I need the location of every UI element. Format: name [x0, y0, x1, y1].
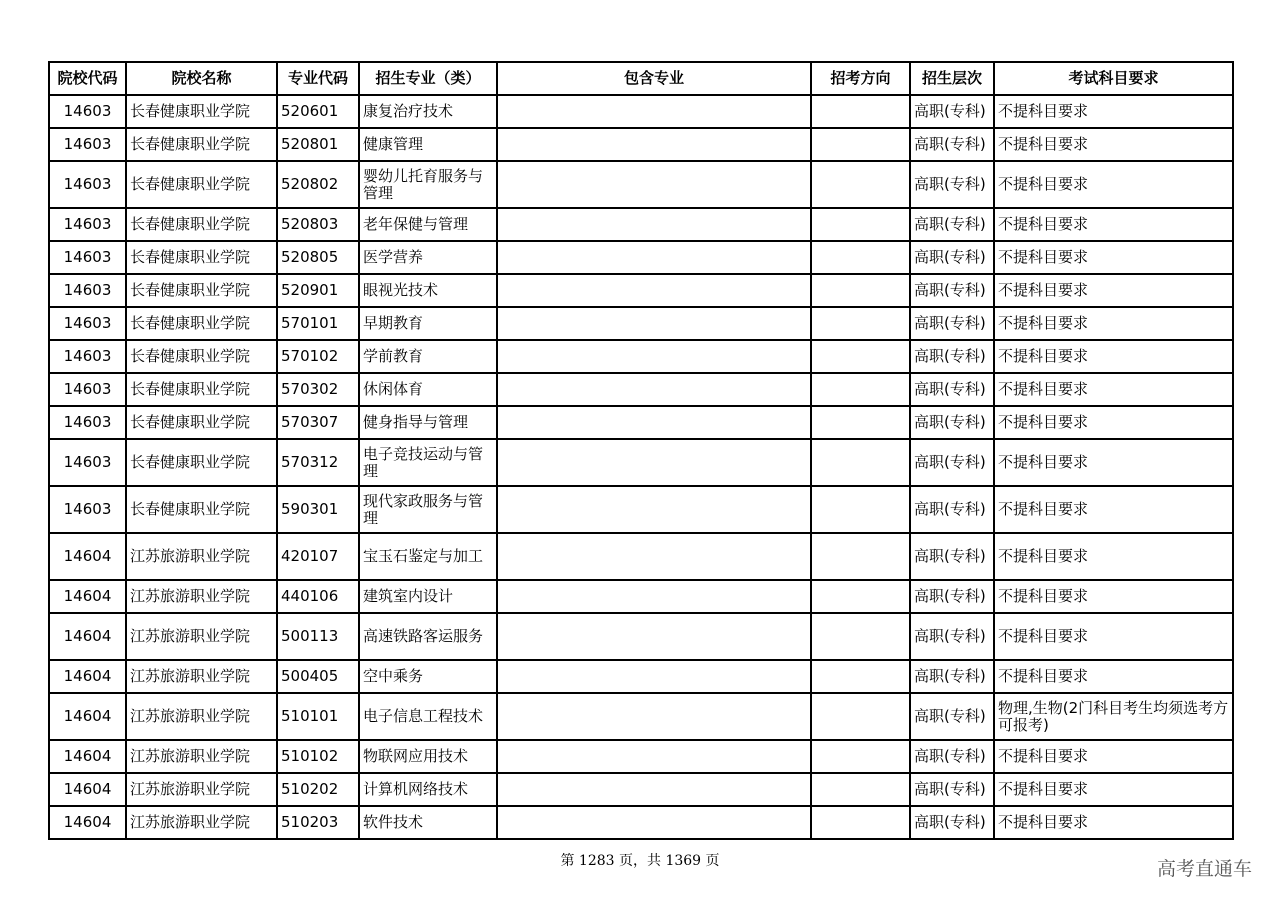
cell-school-name: 长春健康职业学院 [126, 373, 277, 406]
table-row [49, 740, 1233, 773]
cell-included-majors [497, 773, 811, 806]
cell-major-code: 510102 [277, 740, 359, 773]
cell-included-majors [497, 161, 811, 208]
cell-included-majors [497, 740, 811, 773]
cell-school-name: 江苏旅游职业学院 [126, 693, 277, 740]
table-row [49, 373, 1233, 406]
cell-requirement: 不提科目要求 [994, 486, 1233, 533]
table-row [49, 613, 1233, 660]
cell-major: 宝玉石鉴定与加工 [359, 533, 497, 580]
cell-major: 康复治疗技术 [359, 95, 497, 128]
cell-major-code: 510101 [277, 693, 359, 740]
cell-requirement: 不提科目要求 [994, 580, 1233, 613]
watermark: 高考直通车 [1156, 858, 1252, 880]
cell-major: 现代家政服务与管理 [359, 486, 497, 533]
table-row [49, 406, 1233, 439]
table-row [49, 274, 1233, 307]
cell-level: 高职(专科) [910, 533, 994, 580]
cell-included-majors [497, 274, 811, 307]
cell-major-code: 570312 [277, 439, 359, 486]
cell-direction [811, 274, 910, 307]
cell-level: 高职(专科) [910, 274, 994, 307]
cell-school-code: 14603 [49, 241, 126, 274]
cell-included-majors [497, 660, 811, 693]
cell-major: 物联网应用技术 [359, 740, 497, 773]
cell-major: 高速铁路客运服务 [359, 613, 497, 660]
cell-major: 早期教育 [359, 307, 497, 340]
cell-included-majors [497, 208, 811, 241]
cell-direction [811, 241, 910, 274]
cell-level: 高职(专科) [910, 340, 994, 373]
cell-requirement: 不提科目要求 [994, 740, 1233, 773]
cell-level: 高职(专科) [910, 241, 994, 274]
cell-included-majors [497, 128, 811, 161]
cell-major-code: 570102 [277, 340, 359, 373]
cell-school-name: 江苏旅游职业学院 [126, 533, 277, 580]
cell-direction [811, 128, 910, 161]
cell-major-code: 520805 [277, 241, 359, 274]
cell-requirement: 不提科目要求 [994, 161, 1233, 208]
cell-direction [811, 161, 910, 208]
cell-level: 高职(专科) [910, 806, 994, 839]
cell-major: 休闲体育 [359, 373, 497, 406]
cell-requirement: 不提科目要求 [994, 439, 1233, 486]
cell-requirement: 物理,生物(2门科目考生均须选考方可报考) [994, 693, 1233, 740]
cell-direction [811, 533, 910, 580]
cell-school-name: 长春健康职业学院 [126, 161, 277, 208]
cell-direction [811, 95, 910, 128]
cell-school-name: 长春健康职业学院 [126, 439, 277, 486]
table-row [49, 693, 1233, 740]
cell-major: 眼视光技术 [359, 274, 497, 307]
cell-school-name: 江苏旅游职业学院 [126, 773, 277, 806]
cell-school-code: 14603 [49, 373, 126, 406]
cell-school-name: 江苏旅游职业学院 [126, 660, 277, 693]
cell-level: 高职(专科) [910, 773, 994, 806]
cell-school-code: 14603 [49, 95, 126, 128]
header-requirement: 考试科目要求 [994, 62, 1233, 95]
cell-school-code: 14603 [49, 161, 126, 208]
cell-included-majors [497, 486, 811, 533]
cell-level: 高职(专科) [910, 660, 994, 693]
cell-major-code: 570101 [277, 307, 359, 340]
table-row [49, 161, 1233, 208]
cell-included-majors [497, 406, 811, 439]
header-major-code: 专业代码 [277, 62, 359, 95]
cell-major-code: 520801 [277, 128, 359, 161]
cell-included-majors [497, 693, 811, 740]
cell-school-name: 长春健康职业学院 [126, 486, 277, 533]
cell-school-code: 14604 [49, 693, 126, 740]
cell-requirement: 不提科目要求 [994, 806, 1233, 839]
cell-level: 高职(专科) [910, 740, 994, 773]
cell-direction [811, 580, 910, 613]
cell-requirement: 不提科目要求 [994, 274, 1233, 307]
cell-school-code: 14603 [49, 274, 126, 307]
cell-school-code: 14604 [49, 806, 126, 839]
header-level: 招生层次 [910, 62, 994, 95]
cell-major-code: 590301 [277, 486, 359, 533]
cell-level: 高职(专科) [910, 486, 994, 533]
cell-major-code: 510202 [277, 773, 359, 806]
cell-school-name: 江苏旅游职业学院 [126, 580, 277, 613]
cell-school-code: 14604 [49, 613, 126, 660]
cell-requirement: 不提科目要求 [994, 533, 1233, 580]
cell-direction [811, 307, 910, 340]
table-row [49, 439, 1233, 486]
cell-major: 电子竞技运动与管理 [359, 439, 497, 486]
header-school-name: 院校名称 [126, 62, 277, 95]
cell-school-code: 14604 [49, 773, 126, 806]
admissions-table [48, 61, 1234, 840]
cell-major-code: 520803 [277, 208, 359, 241]
cell-major-code: 500113 [277, 613, 359, 660]
cell-major-code: 440106 [277, 580, 359, 613]
table-row [49, 580, 1233, 613]
cell-direction [811, 613, 910, 660]
cell-school-name: 长春健康职业学院 [126, 274, 277, 307]
cell-level: 高职(专科) [910, 208, 994, 241]
cell-requirement: 不提科目要求 [994, 613, 1233, 660]
cell-school-name: 长春健康职业学院 [126, 95, 277, 128]
cell-requirement: 不提科目要求 [994, 373, 1233, 406]
cell-school-name: 江苏旅游职业学院 [126, 740, 277, 773]
cell-level: 高职(专科) [910, 439, 994, 486]
cell-direction [811, 806, 910, 839]
cell-level: 高职(专科) [910, 613, 994, 660]
cell-school-code: 14604 [49, 580, 126, 613]
cell-school-name: 长春健康职业学院 [126, 128, 277, 161]
cell-included-majors [497, 533, 811, 580]
table-row [49, 307, 1233, 340]
cell-direction [811, 439, 910, 486]
cell-included-majors [497, 613, 811, 660]
table-row [49, 128, 1233, 161]
cell-major-code: 520901 [277, 274, 359, 307]
table-row [49, 340, 1233, 373]
cell-requirement: 不提科目要求 [994, 128, 1233, 161]
cell-school-code: 14603 [49, 406, 126, 439]
cell-included-majors [497, 439, 811, 486]
cell-major: 婴幼儿托育服务与管理 [359, 161, 497, 208]
header-school-code: 院校代码 [49, 62, 126, 95]
cell-school-code: 14603 [49, 340, 126, 373]
cell-school-code: 14603 [49, 439, 126, 486]
table-row [49, 486, 1233, 533]
cell-requirement: 不提科目要求 [994, 95, 1233, 128]
cell-major: 软件技术 [359, 806, 497, 839]
cell-major: 电子信息工程技术 [359, 693, 497, 740]
cell-school-name: 江苏旅游职业学院 [126, 613, 277, 660]
cell-level: 高职(专科) [910, 693, 994, 740]
cell-direction [811, 660, 910, 693]
cell-requirement: 不提科目要求 [994, 208, 1233, 241]
cell-school-name: 江苏旅游职业学院 [126, 806, 277, 839]
cell-school-code: 14604 [49, 740, 126, 773]
cell-included-majors [497, 373, 811, 406]
cell-included-majors [497, 806, 811, 839]
cell-major-code: 570302 [277, 373, 359, 406]
cell-direction [811, 406, 910, 439]
cell-school-code: 14603 [49, 486, 126, 533]
cell-direction [811, 693, 910, 740]
cell-major: 健身指导与管理 [359, 406, 497, 439]
table-header-row [49, 62, 1233, 95]
header-major: 招生专业（类） [359, 62, 497, 95]
cell-major: 健康管理 [359, 128, 497, 161]
cell-level: 高职(专科) [910, 95, 994, 128]
cell-direction [811, 486, 910, 533]
cell-direction [811, 740, 910, 773]
page-number: 第 1283 页，共 1369 页 [560, 853, 720, 869]
cell-school-name: 长春健康职业学院 [126, 406, 277, 439]
cell-requirement: 不提科目要求 [994, 241, 1233, 274]
cell-major: 学前教育 [359, 340, 497, 373]
table-row [49, 95, 1233, 128]
table-row [49, 533, 1233, 580]
table-row [49, 773, 1233, 806]
cell-included-majors [497, 340, 811, 373]
cell-school-code: 14603 [49, 128, 126, 161]
table-row [49, 241, 1233, 274]
cell-requirement: 不提科目要求 [994, 773, 1233, 806]
cell-school-name: 长春健康职业学院 [126, 208, 277, 241]
header-direction: 招考方向 [811, 62, 910, 95]
cell-requirement: 不提科目要求 [994, 307, 1233, 340]
cell-school-name: 长春健康职业学院 [126, 340, 277, 373]
cell-major-code: 420107 [277, 533, 359, 580]
cell-level: 高职(专科) [910, 406, 994, 439]
cell-level: 高职(专科) [910, 373, 994, 406]
cell-major: 计算机网络技术 [359, 773, 497, 806]
cell-direction [811, 208, 910, 241]
cell-major-code: 520601 [277, 95, 359, 128]
cell-major: 空中乘务 [359, 660, 497, 693]
cell-direction [811, 340, 910, 373]
cell-school-name: 长春健康职业学院 [126, 307, 277, 340]
cell-major: 医学营养 [359, 241, 497, 274]
cell-school-code: 14604 [49, 660, 126, 693]
cell-level: 高职(专科) [910, 161, 994, 208]
cell-included-majors [497, 95, 811, 128]
cell-major-code: 520802 [277, 161, 359, 208]
cell-major-code: 500405 [277, 660, 359, 693]
cell-level: 高职(专科) [910, 128, 994, 161]
cell-school-code: 14603 [49, 208, 126, 241]
cell-requirement: 不提科目要求 [994, 406, 1233, 439]
cell-level: 高职(专科) [910, 307, 994, 340]
cell-major: 老年保健与管理 [359, 208, 497, 241]
cell-direction [811, 773, 910, 806]
cell-direction [811, 373, 910, 406]
header-included-majors: 包含专业 [497, 62, 811, 95]
cell-major-code: 570307 [277, 406, 359, 439]
cell-level: 高职(专科) [910, 580, 994, 613]
cell-school-code: 14603 [49, 307, 126, 340]
table-row [49, 806, 1233, 839]
cell-major: 建筑室内设计 [359, 580, 497, 613]
table-row [49, 660, 1233, 693]
cell-included-majors [497, 580, 811, 613]
table-row [49, 208, 1233, 241]
cell-major-code: 510203 [277, 806, 359, 839]
cell-school-code: 14604 [49, 533, 126, 580]
cell-included-majors [497, 307, 811, 340]
cell-requirement: 不提科目要求 [994, 340, 1233, 373]
cell-requirement: 不提科目要求 [994, 660, 1233, 693]
cell-included-majors [497, 241, 811, 274]
cell-school-name: 长春健康职业学院 [126, 241, 277, 274]
